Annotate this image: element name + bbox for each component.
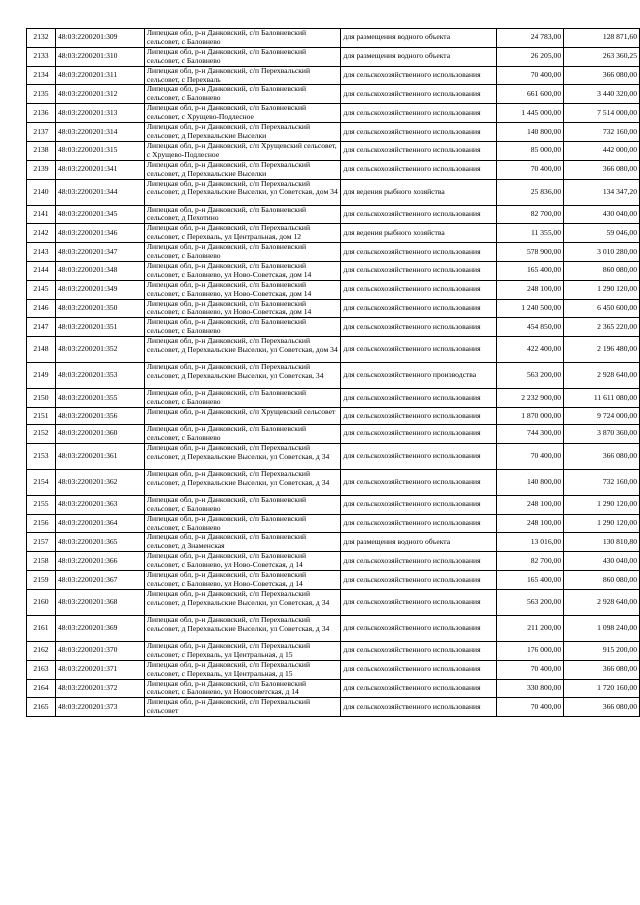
- permitted-use-cell: для сельскохозяйственного использования: [341, 66, 497, 85]
- permitted-use-cell: для сельскохозяйственного использования: [341, 571, 497, 590]
- value-b-cell: 860 080,00: [564, 571, 640, 590]
- address-cell: Липецкая обл, р-н Данковский, с/п Хрущевский сельсовет, с Хрущево-Подлесное: [144, 141, 341, 160]
- value-a-cell: 422 400,00: [497, 337, 564, 363]
- value-b-cell: 1 720 160,00: [564, 679, 640, 698]
- table-row: [27, 363, 640, 389]
- value-b-cell: 1 098 240,00: [564, 615, 640, 641]
- value-a-cell: 70 400,00: [497, 698, 564, 717]
- row-number-cell: 2143: [27, 243, 56, 262]
- value-b-cell: 2 928 640,00: [564, 589, 640, 615]
- cadastral-number-cell: 48:03:2200201:346: [55, 224, 144, 243]
- value-b-cell: 134 347,20: [564, 179, 640, 205]
- address-cell: Липецкая обл, р-н Данковский, с/п Баловневский сельсовет, с Баловнево: [144, 495, 341, 514]
- permitted-use-cell: для сельскохозяйственного использования: [341, 589, 497, 615]
- table-row: [27, 425, 640, 444]
- table-row: [27, 589, 640, 615]
- value-b-cell: 732 160,00: [564, 123, 640, 142]
- cadastral-number-cell: 48:03:2200201:352: [55, 337, 144, 363]
- table-row: [27, 243, 640, 262]
- value-b-cell: 430 040,00: [564, 205, 640, 224]
- permitted-use-cell: для сельскохозяйственного использования: [341, 641, 497, 660]
- value-a-cell: 70 400,00: [497, 160, 564, 179]
- value-a-cell: 454 850,00: [497, 318, 564, 337]
- row-number-cell: 2159: [27, 571, 56, 590]
- row-number-cell: 2139: [27, 160, 56, 179]
- value-a-cell: 661 600,00: [497, 85, 564, 104]
- value-a-cell: 70 400,00: [497, 660, 564, 679]
- address-cell: Липецкая обл, р-н Данковский, с/п Баловневский сельсовет, с Баловнево: [144, 514, 341, 533]
- cadastral-number-cell: 48:03:2200201:366: [55, 552, 144, 571]
- value-a-cell: 578 900,00: [497, 243, 564, 262]
- address-cell: Липецкая обл, р-н Данковский, с/п Перехвальский сельсовет, д Перехвальские Выселки: [144, 123, 341, 142]
- address-cell: Липецкая обл, р-н Данковский, с/п Баловневский сельсовет, с Хрущево-Подлесное: [144, 104, 341, 123]
- permitted-use-cell: для размещения водного объекта: [341, 47, 497, 66]
- address-cell: Липецкая обл, р-н Данковский, с/п Баловневский сельсовет, с Баловнево, ул Ново-Советская, дом 14: [144, 299, 341, 318]
- value-a-cell: 211 200,00: [497, 615, 564, 641]
- permitted-use-cell: для сельскохозяйственного использования: [341, 141, 497, 160]
- address-cell: Липецкая обл, р-н Данковский, с/п Баловневский сельсовет, с Баловнево: [144, 47, 341, 66]
- cadastral-number-cell: 48:03:2200201:350: [55, 299, 144, 318]
- row-number-cell: 2157: [27, 533, 56, 552]
- address-cell: Липецкая обл, р-н Данковский, с/п Хрущевский сельсовет: [144, 408, 341, 425]
- address-cell: Липецкая обл, р-н Данковский, с/п Перехвальский сельсовет: [144, 698, 341, 717]
- address-cell: Липецкая обл, р-н Данковский, с/п Баловневский сельсовет, с Баловнево, ул Ново-Советская, д 14: [144, 571, 341, 590]
- value-a-cell: 248 100,00: [497, 514, 564, 533]
- cadastral-number-cell: 48:03:2200201:360: [55, 425, 144, 444]
- cadastral-number-cell: 48:03:2200201:345: [55, 205, 144, 224]
- address-cell: Липецкая обл, р-н Данковский, с/п Баловневский сельсовет, с Баловнево: [144, 29, 341, 48]
- table-row: [27, 261, 640, 280]
- row-number-cell: 2142: [27, 224, 56, 243]
- value-b-cell: 7 514 000,00: [564, 104, 640, 123]
- cadastral-number-cell: 48:03:2200201:355: [55, 389, 144, 408]
- value-b-cell: 2 196 480,00: [564, 337, 640, 363]
- cadastral-number-cell: 48:03:2200201:309: [55, 29, 144, 48]
- row-number-cell: 2138: [27, 141, 56, 160]
- permitted-use-cell: для сельскохозяйственного производства: [341, 363, 497, 389]
- cadastral-number-cell: 48:03:2200201:373: [55, 698, 144, 717]
- cadastral-number-cell: 48:03:2200201:364: [55, 514, 144, 533]
- land-plots-table: [26, 28, 640, 717]
- cadastral-number-cell: 48:03:2200201:356: [55, 408, 144, 425]
- value-b-cell: 263 360,25: [564, 47, 640, 66]
- permitted-use-cell: для сельскохозяйственного использования: [341, 85, 497, 104]
- row-number-cell: 2160: [27, 589, 56, 615]
- table-row: [27, 205, 640, 224]
- value-a-cell: 248 100,00: [497, 280, 564, 299]
- cadastral-number-cell: 48:03:2200201:351: [55, 318, 144, 337]
- address-cell: Липецкая обл, р-н Данковский, с/п Баловневский сельсовет, с Баловнево: [144, 425, 341, 444]
- value-b-cell: 59 046,00: [564, 224, 640, 243]
- row-number-cell: 2134: [27, 66, 56, 85]
- value-b-cell: 3 440 320,00: [564, 85, 640, 104]
- permitted-use-cell: для ведения рыбного хозяйства: [341, 179, 497, 205]
- cadastral-number-cell: 48:03:2200201:344: [55, 179, 144, 205]
- cadastral-number-cell: 48:03:2200201:369: [55, 615, 144, 641]
- value-b-cell: 366 080,00: [564, 698, 640, 717]
- address-cell: Липецкая обл, р-н Данковский, с/п Баловневский сельсовет, с Баловнево, ул Ново-Советская, д 14: [144, 552, 341, 571]
- address-cell: Липецкая обл, р-н Данковский, с/п Перехвальский сельсовет, д Перехвальские Выселки, ул Советская, д 34: [144, 443, 341, 469]
- table-row: [27, 641, 640, 660]
- value-a-cell: 24 783,00: [497, 29, 564, 48]
- value-b-cell: 366 080,00: [564, 66, 640, 85]
- address-cell: Липецкая обл, р-н Данковский, с/п Перехвальский сельсовет, д Перехвальские Выселки, ул Советская, дом 34: [144, 337, 341, 363]
- value-a-cell: 165 400,00: [497, 261, 564, 280]
- value-b-cell: 128 871,60: [564, 29, 640, 48]
- address-cell: Липецкая обл, р-н Данковский, с/п Баловневский сельсовет, с Баловнево, ул Новосоветская, д 14: [144, 679, 341, 698]
- row-number-cell: 2150: [27, 389, 56, 408]
- table-row: [27, 179, 640, 205]
- value-b-cell: 366 080,00: [564, 443, 640, 469]
- cadastral-number-cell: 48:03:2200201:363: [55, 495, 144, 514]
- permitted-use-cell: для сельскохозяйственного использования: [341, 337, 497, 363]
- cadastral-number-cell: 48:03:2200201:361: [55, 443, 144, 469]
- value-a-cell: 82 700,00: [497, 552, 564, 571]
- address-cell: Липецкая обл, р-н Данковский, с/п Перехвальский сельсовет, д Перехвальские Выселки, ул Советская, 34: [144, 363, 341, 389]
- value-a-cell: 13 016,00: [497, 533, 564, 552]
- value-a-cell: 1 445 000,00: [497, 104, 564, 123]
- cadastral-number-cell: 48:03:2200201:368: [55, 589, 144, 615]
- table-row: [27, 698, 640, 717]
- value-a-cell: 563 200,00: [497, 589, 564, 615]
- permitted-use-cell: для сельскохозяйственного использования: [341, 280, 497, 299]
- cadastral-number-cell: 48:03:2200201:372: [55, 679, 144, 698]
- cadastral-number-cell: 48:03:2200201:353: [55, 363, 144, 389]
- address-cell: Липецкая обл, р-н Данковский, с/п Перехвальский сельсовет, с Перехваль: [144, 66, 341, 85]
- row-number-cell: 2140: [27, 179, 56, 205]
- cadastral-number-cell: 48:03:2200201:365: [55, 533, 144, 552]
- address-cell: Липецкая обл, р-н Данковский, с/п Баловневский сельсовет, с Баловнево: [144, 389, 341, 408]
- value-a-cell: 1 240 500,00: [497, 299, 564, 318]
- row-number-cell: 2158: [27, 552, 56, 571]
- cadastral-number-cell: 48:03:2200201:314: [55, 123, 144, 142]
- row-number-cell: 2165: [27, 698, 56, 717]
- value-a-cell: 330 800,00: [497, 679, 564, 698]
- address-cell: Липецкая обл, р-н Данковский, с/п Перехвальский сельсовет, с Перехваль, ул Центральная, д 15: [144, 641, 341, 660]
- permitted-use-cell: для сельскохозяйственного использования: [341, 443, 497, 469]
- value-b-cell: 442 000,00: [564, 141, 640, 160]
- row-number-cell: 2156: [27, 514, 56, 533]
- permitted-use-cell: для сельскохозяйственного использования: [341, 104, 497, 123]
- value-a-cell: 563 200,00: [497, 363, 564, 389]
- cadastral-number-cell: 48:03:2200201:311: [55, 66, 144, 85]
- permitted-use-cell: для сельскохозяйственного использования: [341, 160, 497, 179]
- row-number-cell: 2145: [27, 280, 56, 299]
- address-cell: Липецкая обл, р-н Данковский, с/п Баловневский сельсовет, д Знаменская: [144, 533, 341, 552]
- row-number-cell: 2149: [27, 363, 56, 389]
- table-row: [27, 443, 640, 469]
- row-number-cell: 2146: [27, 299, 56, 318]
- address-cell: Липецкая обл, р-н Данковский, с/п Баловневский сельсовет, с Баловнево: [144, 85, 341, 104]
- value-b-cell: 430 040,00: [564, 552, 640, 571]
- permitted-use-cell: для сельскохозяйственного использования: [341, 408, 497, 425]
- cadastral-number-cell: 48:03:2200201:312: [55, 85, 144, 104]
- permitted-use-cell: для сельскохозяйственного использования: [341, 243, 497, 262]
- table-row: [27, 141, 640, 160]
- cadastral-number-cell: 48:03:2200201:348: [55, 261, 144, 280]
- cadastral-number-cell: 48:03:2200201:310: [55, 47, 144, 66]
- table-row: [27, 660, 640, 679]
- cadastral-number-cell: 48:03:2200201:349: [55, 280, 144, 299]
- table-row: [27, 552, 640, 571]
- permitted-use-cell: для сельскохозяйственного использования: [341, 425, 497, 444]
- value-b-cell: 860 080,00: [564, 261, 640, 280]
- value-b-cell: 3 870 360,00: [564, 425, 640, 444]
- cadastral-number-cell: 48:03:2200201:371: [55, 660, 144, 679]
- permitted-use-cell: для сельскохозяйственного использования: [341, 660, 497, 679]
- table-row: [27, 469, 640, 495]
- table-row: [27, 337, 640, 363]
- value-b-cell: 11 611 080,00: [564, 389, 640, 408]
- table-row: [27, 224, 640, 243]
- cadastral-number-cell: 48:03:2200201:370: [55, 641, 144, 660]
- permitted-use-cell: для ведения рыбного хозяйства: [341, 224, 497, 243]
- address-cell: Липецкая обл, р-н Данковский, с/п Перехвальский сельсовет, д Перехвальские Выселки, ул Советская, д 34: [144, 589, 341, 615]
- value-b-cell: 6 450 600,00: [564, 299, 640, 318]
- table-row: [27, 66, 640, 85]
- row-number-cell: 2163: [27, 660, 56, 679]
- value-b-cell: 3 010 280,00: [564, 243, 640, 262]
- address-cell: Липецкая обл, р-н Данковский, с/п Перехвальский сельсовет, с Перехваль, ул Центральная, дом 12: [144, 224, 341, 243]
- address-cell: Липецкая обл, р-н Данковский, с/п Перехвальский сельсовет, д Перехвальские Выселки, ул Советская, д 34: [144, 469, 341, 495]
- value-b-cell: 2 928 640,00: [564, 363, 640, 389]
- value-b-cell: 1 290 120,00: [564, 280, 640, 299]
- permitted-use-cell: для сельскохозяйственного использования: [341, 679, 497, 698]
- row-number-cell: 2152: [27, 425, 56, 444]
- row-number-cell: 2132: [27, 29, 56, 48]
- row-number-cell: 2148: [27, 337, 56, 363]
- address-cell: Липецкая обл, р-н Данковский, с/п Баловневский сельсовет, с Баловнево, ул Ново-Советская, дом 14: [144, 280, 341, 299]
- row-number-cell: 2162: [27, 641, 56, 660]
- row-number-cell: 2136: [27, 104, 56, 123]
- cadastral-number-cell: 48:03:2200201:362: [55, 469, 144, 495]
- value-b-cell: 9 724 000,00: [564, 408, 640, 425]
- table-row: [27, 104, 640, 123]
- table-row: [27, 495, 640, 514]
- address-cell: Липецкая обл, р-н Данковский, с/п Баловневский сельсовет, д Пехотино: [144, 205, 341, 224]
- row-number-cell: 2141: [27, 205, 56, 224]
- permitted-use-cell: для сельскохозяйственного использования: [341, 698, 497, 717]
- permitted-use-cell: для сельскохозяйственного использования: [341, 495, 497, 514]
- cadastral-number-cell: 48:03:2200201:341: [55, 160, 144, 179]
- value-a-cell: 11 355,00: [497, 224, 564, 243]
- value-a-cell: 248 100,00: [497, 495, 564, 514]
- permitted-use-cell: для сельскохозяйственного использования: [341, 389, 497, 408]
- row-number-cell: 2155: [27, 495, 56, 514]
- value-b-cell: 366 080,00: [564, 660, 640, 679]
- table-row: [27, 299, 640, 318]
- table-row: [27, 85, 640, 104]
- value-b-cell: 366 080,00: [564, 160, 640, 179]
- permitted-use-cell: для сельскохозяйственного использования: [341, 514, 497, 533]
- address-cell: Липецкая обл, р-н Данковский, с/п Перехвальский сельсовет, д Перехвальские Выселки, ул Советская, д 34: [144, 615, 341, 641]
- cadastral-number-cell: 48:03:2200201:313: [55, 104, 144, 123]
- table-row: [27, 679, 640, 698]
- table-row: [27, 47, 640, 66]
- value-b-cell: 130 810,80: [564, 533, 640, 552]
- table-row: [27, 615, 640, 641]
- row-number-cell: 2135: [27, 85, 56, 104]
- row-number-cell: 2161: [27, 615, 56, 641]
- address-cell: Липецкая обл, р-н Данковский, с/п Перехвальский сельсовет, д Перехвальские Выселки: [144, 160, 341, 179]
- table-row: [27, 160, 640, 179]
- value-a-cell: 70 400,00: [497, 443, 564, 469]
- row-number-cell: 2147: [27, 318, 56, 337]
- value-b-cell: 732 160,00: [564, 469, 640, 495]
- row-number-cell: 2137: [27, 123, 56, 142]
- row-number-cell: 2144: [27, 261, 56, 280]
- address-cell: Липецкая обл, р-н Данковский, с/п Перехвальский сельсовет, д Перехвальские Выселки, ул Советская, дом 34: [144, 179, 341, 205]
- table-row: [27, 533, 640, 552]
- permitted-use-cell: для сельскохозяйственного использования: [341, 123, 497, 142]
- row-number-cell: 2154: [27, 469, 56, 495]
- value-a-cell: 25 836,00: [497, 179, 564, 205]
- row-number-cell: 2164: [27, 679, 56, 698]
- row-number-cell: 2133: [27, 47, 56, 66]
- row-number-cell: 2153: [27, 443, 56, 469]
- table-row: [27, 280, 640, 299]
- value-a-cell: 2 232 900,00: [497, 389, 564, 408]
- row-number-cell: 2151: [27, 408, 56, 425]
- value-a-cell: 176 000,00: [497, 641, 564, 660]
- value-a-cell: 26 205,00: [497, 47, 564, 66]
- address-cell: Липецкая обл, р-н Данковский, с/п Перехвальский сельсовет, с Перехваль, ул Центральная, д 15: [144, 660, 341, 679]
- value-a-cell: 85 000,00: [497, 141, 564, 160]
- value-b-cell: 1 290 120,00: [564, 495, 640, 514]
- table-row: [27, 408, 640, 425]
- permitted-use-cell: для сельскохозяйственного использования: [341, 552, 497, 571]
- value-a-cell: 70 400,00: [497, 66, 564, 85]
- address-cell: Липецкая обл, р-н Данковский, с/п Баловневский сельсовет, с Баловнево, ул Ново-Советская, дом 14: [144, 261, 341, 280]
- permitted-use-cell: для размещения водного объекта: [341, 29, 497, 48]
- permitted-use-cell: для сельскохозяйственного использования: [341, 469, 497, 495]
- value-a-cell: 140 800,00: [497, 123, 564, 142]
- value-b-cell: 2 365 220,00: [564, 318, 640, 337]
- permitted-use-cell: для сельскохозяйственного использования: [341, 615, 497, 641]
- address-cell: Липецкая обл, р-н Данковский, с/п Баловневский сельсовет, с Баловнево: [144, 318, 341, 337]
- cadastral-number-cell: 48:03:2200201:347: [55, 243, 144, 262]
- cadastral-number-cell: 48:03:2200201:367: [55, 571, 144, 590]
- value-b-cell: 915 200,00: [564, 641, 640, 660]
- value-b-cell: 1 290 120,00: [564, 514, 640, 533]
- value-a-cell: 165 400,00: [497, 571, 564, 590]
- table-row: [27, 29, 640, 48]
- table-row: [27, 318, 640, 337]
- value-a-cell: 744 300,00: [497, 425, 564, 444]
- permitted-use-cell: для сельскохозяйственного использования: [341, 205, 497, 224]
- table-row: [27, 389, 640, 408]
- permitted-use-cell: для сельскохозяйственного использования: [341, 299, 497, 318]
- table-body: [27, 29, 640, 717]
- value-a-cell: 1 870 000,00: [497, 408, 564, 425]
- permitted-use-cell: для сельскохозяйственного использования: [341, 261, 497, 280]
- permitted-use-cell: для сельскохозяйственного использования: [341, 318, 497, 337]
- table-row: [27, 514, 640, 533]
- table-row: [27, 571, 640, 590]
- permitted-use-cell: для размещения водного объекта: [341, 533, 497, 552]
- value-a-cell: 140 800,00: [497, 469, 564, 495]
- address-cell: Липецкая обл, р-н Данковский, с/п Баловневский сельсовет, с Баловнево: [144, 243, 341, 262]
- cadastral-number-cell: 48:03:2200201:315: [55, 141, 144, 160]
- table-row: [27, 123, 640, 142]
- value-a-cell: 82 700,00: [497, 205, 564, 224]
